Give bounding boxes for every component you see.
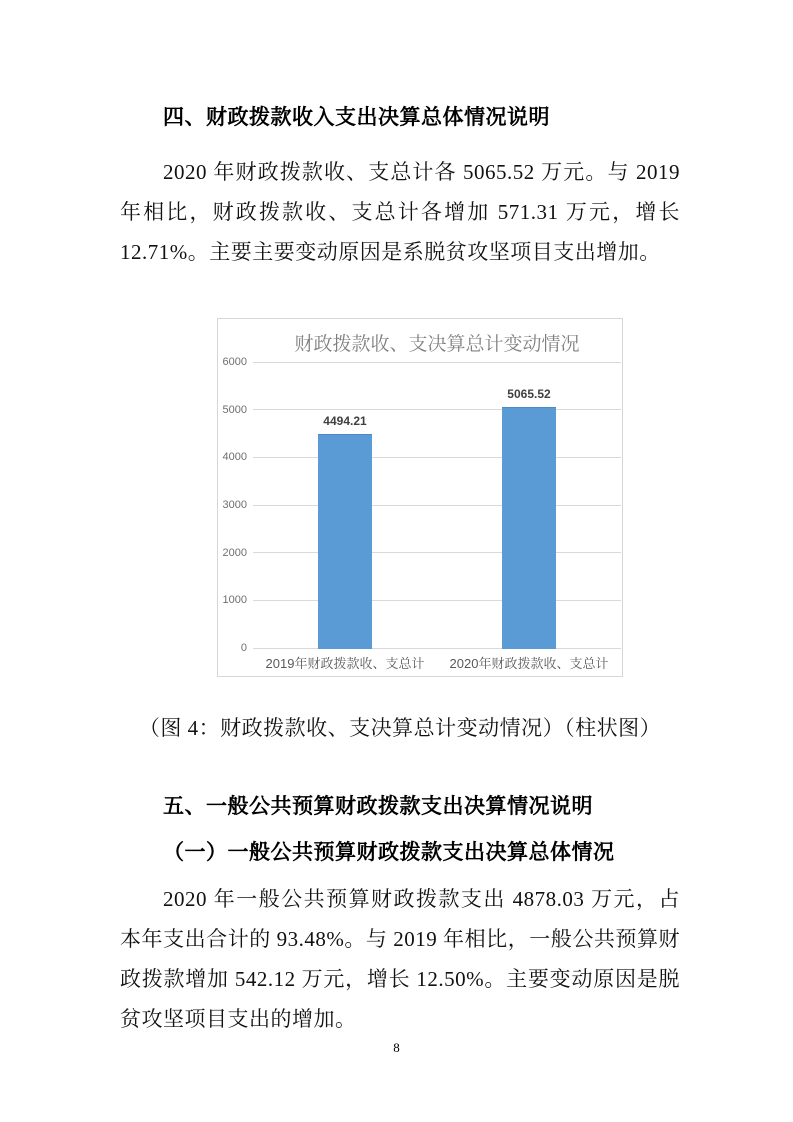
- y-axis-tick-label: 6000: [222, 356, 247, 368]
- chart-title: 财政拨款收、支决算总计变动情况: [294, 334, 580, 355]
- bar-chart: [217, 318, 623, 677]
- y-axis-tick-label: 4000: [222, 451, 247, 464]
- bar-data-label: 5065.52: [507, 386, 551, 401]
- section-five-heading: 五、一般公共预算财政拨款支出决算情况说明: [163, 795, 593, 818]
- gridline: [253, 600, 621, 601]
- gridline: [253, 552, 621, 553]
- gridline: [253, 457, 621, 458]
- gridline: [253, 648, 621, 649]
- section-four-paragraph: 2020 年财政拨款收、支总计各 5065.52 万元。与 2019 年相比，财政拨款收、支总计各增加 571.31 万元，增长 12.71%。主要主要变动原因是系脱贫攻坚项目支出增加。: [120, 160, 680, 264]
- y-axis-tick-label: 2000: [222, 546, 247, 559]
- figure-caption: （图 4：财政拨款收、支决算总计变动情况）（柱状图）: [138, 716, 662, 740]
- gridline: [253, 362, 621, 363]
- gridline: [253, 505, 621, 506]
- page-content: [120, 0, 680, 1039]
- y-axis-tick-label: 0: [240, 642, 247, 654]
- y-axis-tick-label: 5000: [222, 403, 247, 416]
- x-axis-category-label: 2019年财政拨款收、支总计: [265, 656, 425, 671]
- x-axis-category-label: 2020年财政拨款收、支总计: [449, 656, 609, 671]
- chart-bar: [502, 407, 556, 649]
- y-axis-tick-label: 3000: [222, 499, 247, 511]
- section-five-subheading: （一）一般公共预算财政拨款支出决算总体情况: [163, 840, 615, 864]
- chart-plot: [218, 319, 622, 676]
- gridline: [253, 409, 621, 410]
- y-axis-tick-label: 1000: [222, 594, 247, 607]
- bar-data-label: 4494.21: [323, 413, 367, 428]
- section-four-heading: 四、财政拨款收入支出决算总体情况说明: [163, 106, 550, 129]
- page-number: 8: [393, 1040, 400, 1055]
- chart-bar: [318, 434, 372, 649]
- section-five-paragraph: 2020 年一般公共预算财政拨款支出 4878.03 万元，占本年支出合计的 93.48%。与 2019 年相比，一般公共预算财政拨款增加 542.12 万元，增长 12.50%。主要变动原因是脱贫攻坚项目支出的增加。: [120, 887, 680, 1031]
